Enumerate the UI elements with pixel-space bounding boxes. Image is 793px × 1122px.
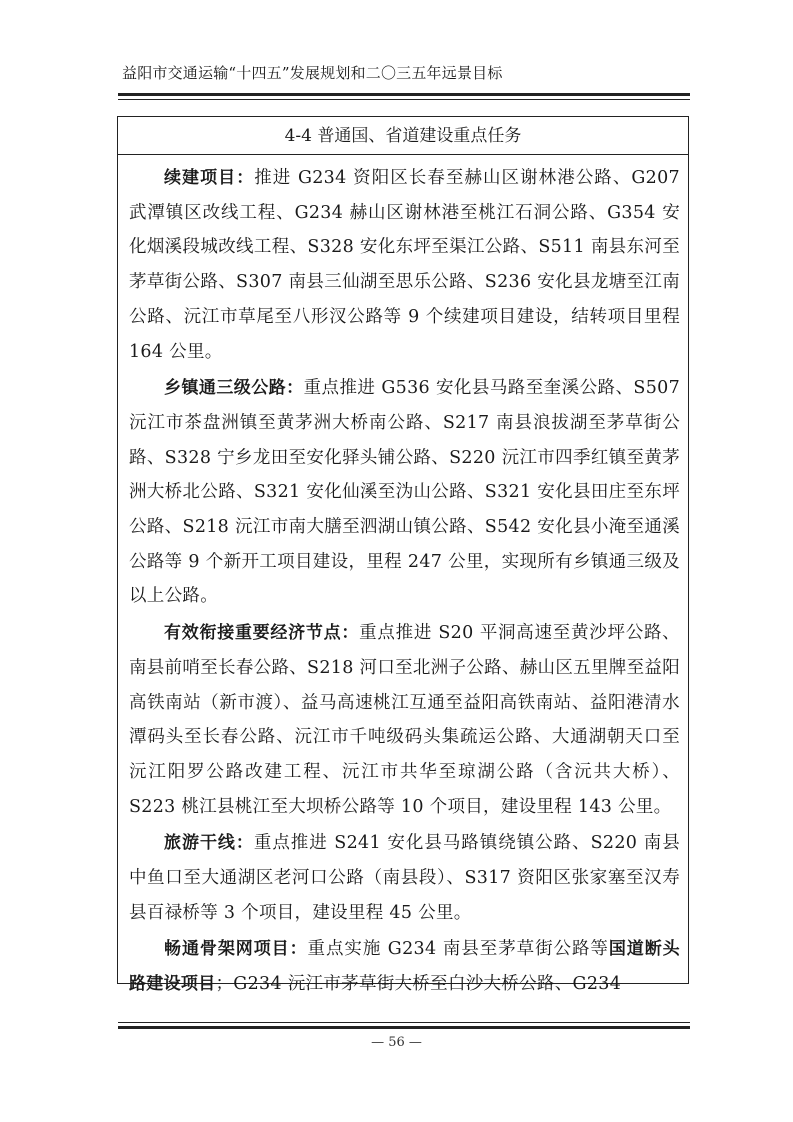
paragraph-lead: 有效衔接重要经济节点： — [164, 623, 360, 644]
running-header: 益阳市交通运输“十四五”发展规划和二〇三五年远景目标 — [122, 64, 503, 82]
paragraph-economic-nodes — [129, 616, 680, 824]
footer-rule — [118, 1026, 690, 1029]
header-rule-thin — [118, 99, 690, 100]
paragraph-text: 重点实施 G234 南县至茅草街公路等 — [307, 939, 609, 960]
paragraph-text: 重点推进 S20 平洞高速至黄沙坪公路、南县前哨至长春公路、S218 河口至北洲子公路、赫山区五里牌至益阳高铁南站（新市渡）、益马高速桃江互通至益阳高铁南站、益阳港清水潭码头至长春公路、沅江市千吨级码头集疏运公路、大通湖朝天口至沅江阳罗公路改建工程、沅江市共华至琼湖公路（含沅共大桥）、S223 桃江县桃江至大坝桥公路等 10 个项目，建设里程 143 公里。 — [129, 623, 680, 817]
task-box — [117, 116, 689, 995]
paragraph-township-roads — [129, 371, 680, 614]
header-rule — [118, 93, 690, 96]
paragraph-text: 重点推进 S241 安化县马路镇绕镇公路、S220 南县中鱼口至大通湖区老河口公路（南县段）、S317 资阳区张家塞至汉寿县百禄桥等 3 个项目，建设里程 45 公里。 — [129, 833, 680, 923]
box-content — [129, 161, 680, 1002]
page-number: — 56 — — [371, 1035, 422, 1050]
paragraph-text: 重点推进 G536 安化县马路至奎溪公路、S507 沅江市茶盘洲镇至黄茅洲大桥南公路、S217 南县浪拔湖至茅草街公路、S328 宁乡龙田至安化驿头铺公路、S220 沅江市四季红镇至黄茅洲大桥北公路、S321 安化仙溪至沩山公路、S321 安化县田庄至东坪公路、S218 沅江市南大膳至泗湖山镇公路、S542 安化县小淹至通溪公路等 9 个新开工项目建设，里程 247 公里，实现所有乡镇通三级及以上公路。 — [129, 378, 680, 607]
paragraph-lead: 续建项目： — [164, 168, 255, 188]
paragraph-tourism-roads — [129, 826, 680, 930]
paragraph-continuing-projects — [129, 161, 680, 369]
paragraph-text: 推进 G234 资阳区长春至赫山区谢林港公路、G207 武潭镇区改线工程、G234 赫山区谢林港至桃江石洞公路、G354 安化烟溪段城改线工程、S328 安化东坪至渠江公路、S511 南县东河至茅草街公路、S307 南县三仙湖至思乐公路、S236 安化县龙塘至江南公路、沅江市草尾至八形汊公路等 9 个续建项目建设，结转项目里程 164 公里。 — [129, 168, 680, 362]
paragraph-text: ；G234 沅江市茅草街大桥至白沙大桥公路、G234 — [215, 974, 622, 995]
paragraph-backbone-network — [129, 932, 680, 1001]
box-title: 4-4 普通国、省道建设重点任务 — [118, 117, 688, 155]
paragraph-lead: 畅通骨架网项目： — [164, 939, 308, 960]
paragraph-lead: 旅游干线： — [164, 833, 254, 854]
footer-rule-thin — [118, 1022, 690, 1023]
paragraph-bold-phrase: 国道断头路建设项目 — [129, 939, 680, 995]
paragraph-lead: 乡镇通三级公路： — [164, 378, 304, 399]
